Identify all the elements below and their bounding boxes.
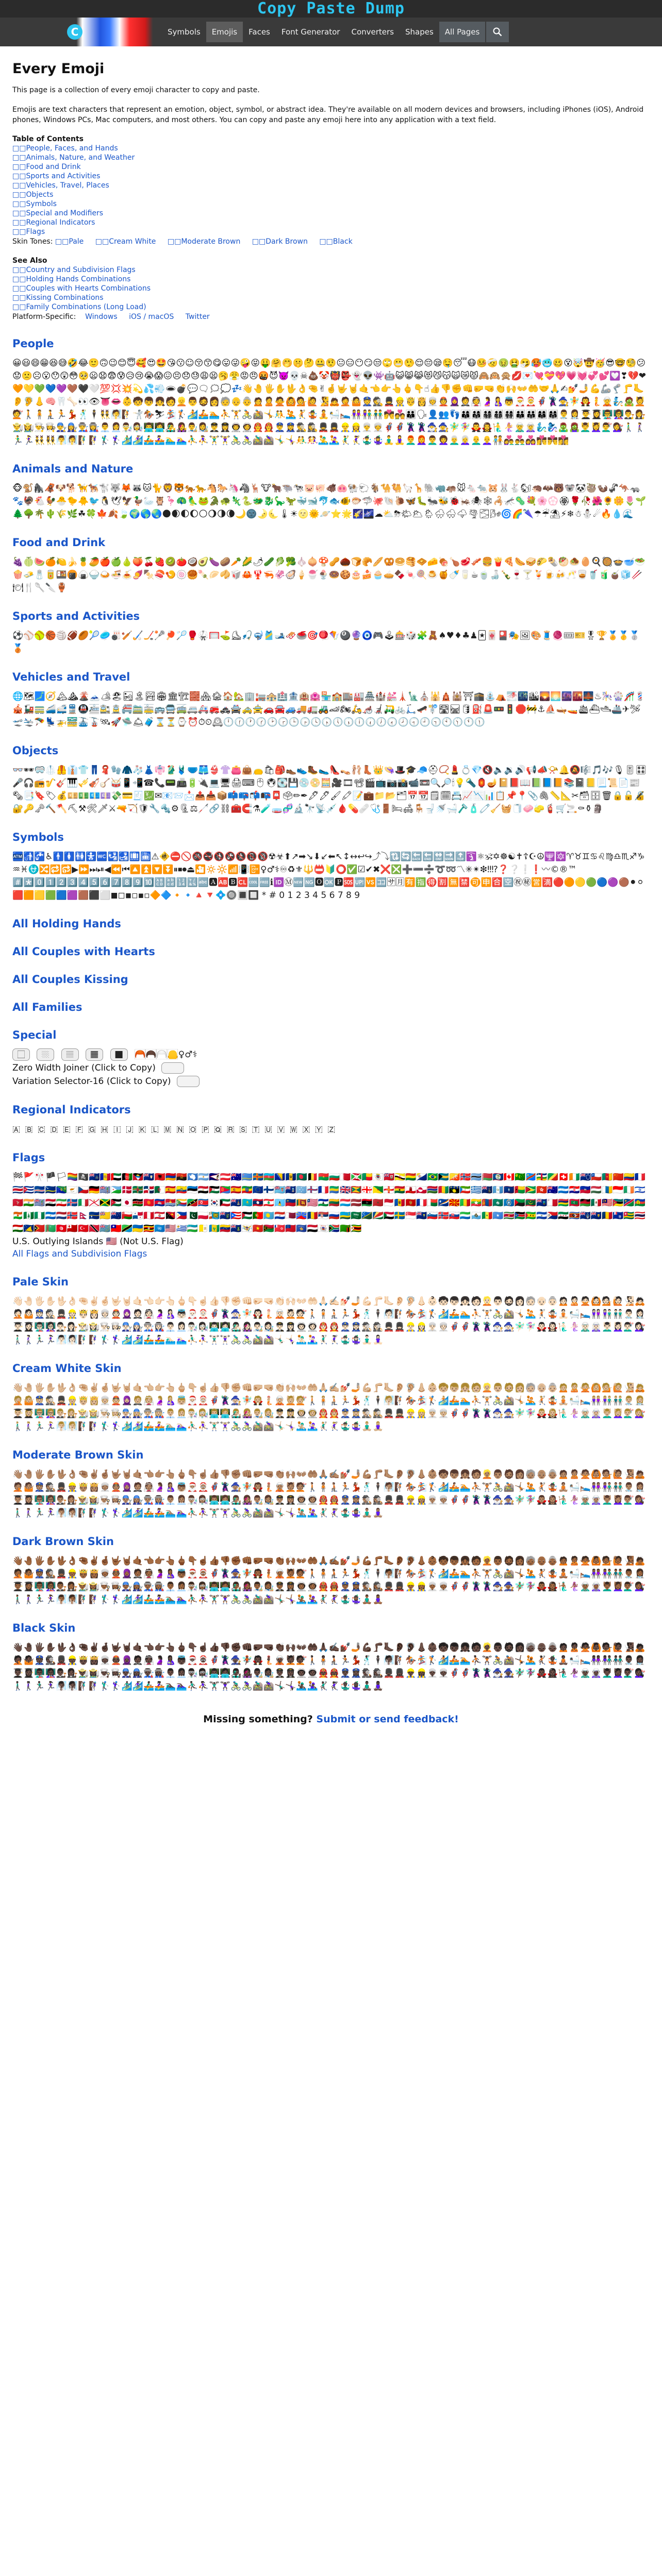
navbar bbox=[0, 18, 662, 46]
emoji-list-pale[interactable]: 👋🏻🤚🏻🖐🏻✋🏻🖖🏻👌🏻🤏🏻✌🏻🤞🏻🤟🏻🤘🏻🤙🏻👈🏻👉🏻👆🏻🖕🏻👇🏻☝🏻👍🏻👎🏻✊🏻👊🏻🤛🏻🤜🏻👏🏻🙌🏻👐🏻🤲🏻🙏🏻✍🏻💅🏻🤳🏻💪🏻🦵🏻🦶🏻👂🏻🦻🏻👃🏻👶🏻🧒🏻👦🏻👧🏻🧑🏻👱🏻👨🏻🧔🏻👩🏻🧓🏻👴🏻👵🏻🙍🏻🙎🏻🙅🏻🙆🏻💁🏻🙋🏻🧏🏻🙇🏻🤦🏻🤷🏻👮🏻🕵🏻💂🏻👷🏻🤴🏻👸🏻👳🏻👲🏻🧕🏻🤵🏻👰🏻🤰🏻🤱🏻👼🏻🎅🏻🤶🏻🦸🏻🦹🏻🧙🏻🧚🏻🧛🏻🧜🏻🧝🏻💆🏻💇🏻🚶🏻🧍🏻🧎🏻🏃🏻💃🏻🕺🏻🕴🏻🧖🏻🧗🏻🏇🏻🏂🏻🏌🏻🏄🏻🚣🏻🏊🏻⛹🏻🏋🏻🚴🏻🚵🏻🤸🏻🤽🏻🤾🏻🤹🏻🧘🏻🛀🏻🛌🏻👭🏻👫🏻👬🏻👨🏻‍⚕️👩🏻‍⚕️👨🏻‍🎓👩🏻‍🎓👨🏻‍🏫👩🏻‍🏫👨🏻‍⚖️👩🏻‍⚖️👨🏻‍🌾👩🏻‍🌾👨🏻‍🍳👩🏻‍🍳👨🏻‍🔧👩🏻‍🔧👨🏻‍🏭👩🏻‍🏭👨🏻‍💼👩🏻‍💼👨🏻‍🔬👩🏻‍🔬👨🏻‍💻👩🏻‍💻👨🏻‍🎤👩🏻‍🎤👨🏻‍🎨👩🏻‍🎨👨🏻‍✈️👩🏻‍✈️👨🏻‍🚀👩🏻‍🚀👨🏻‍🚒👩🏻‍🚒👮🏻‍♂️👮🏻‍♀️🕵🏻‍♂️🕵🏻‍♀️💂🏻‍♂️💂🏻‍♀️👷🏻‍♂️👷🏻‍♀️👳🏻‍♂️👳🏻‍♀️🦸🏻‍♂️🦸🏻‍♀️🦹🏻‍♂️🦹🏻‍♀️🧙🏻‍♂️🧙🏻‍♀️🧚🏻‍♂️🧚🏻‍♀️🧛🏻‍♂️🧛🏻‍♀️🧜🏻‍♂️🧜🏻‍♀️🧝🏻‍♂️🧝🏻‍♀️💆🏻‍♂️💆🏻‍♀️💇🏻‍♂️💇🏻‍♀️🚶🏻‍♂️🚶🏻‍♀️🏃🏻‍♂️🏃🏻‍♀️🧖🏻‍♂️🧖🏻‍♀️🧗🏻‍♂️🧗🏻‍♀️🏌🏻‍♂️🏌🏻‍♀️🏄🏻‍♂️🏄🏻‍♀️🚣🏻‍♂️🚣🏻‍♀️🏊🏻‍♂️🏊🏻‍♀️⛹🏻‍♂️⛹🏻‍♀️🏋🏻‍♂️🏋🏻‍♀️🚴🏻‍♂️🚴🏻‍♀️🚵🏻‍♂️🚵🏻‍♀️🤸🏻‍♂️🤸🏻‍♀️🤽🏻‍♂️🤽🏻‍♀️🤾🏻‍♂️🤾🏻‍♀️🤹🏻‍♂️🤹🏻‍♀️🧘🏻‍♂️🧘🏻‍♀️ bbox=[12, 1296, 646, 1345]
nav-font-generator[interactable]: Font Generator bbox=[281, 27, 340, 37]
emoji-list-sports[interactable]: ⚽⚾🥎🏀🏐🏈🏉🎾🥏🎳🏏🏑🏒🥍🏓🏸🥊🥋🥅⛳⛸🎣🤿🎽🎿🛷🥌🎯🪀🪁🎱🔮🧿🎮🕹🎰🎲🧩🧸♠♥♦♣♟🃏🀄🎴🎭🖼🎨🧵🧶🎟🎫🎖🏆🏅🥇🥈🥉 bbox=[12, 631, 640, 654]
section-flags: Flags bbox=[12, 1151, 45, 1164]
platform-link-windows[interactable]: Windows bbox=[85, 313, 118, 321]
platforms-row bbox=[12, 312, 650, 322]
section-people: People bbox=[12, 337, 54, 350]
toc-title: Table of Contents bbox=[12, 135, 84, 143]
section-animals: Animals and Nature bbox=[12, 463, 134, 475]
tone-link-black[interactable]: □□ Black bbox=[319, 238, 352, 246]
toc-link[interactable]: □□ Flags bbox=[12, 228, 45, 236]
section-regional: Regional Indicators bbox=[12, 1104, 131, 1116]
feedback-link[interactable]: Submit or send feedback! bbox=[316, 1714, 459, 1725]
section-dark-skin: Dark Brown Skin bbox=[12, 1535, 114, 1548]
nav-shapes[interactable]: Shapes bbox=[405, 27, 434, 37]
search-button[interactable] bbox=[486, 22, 509, 42]
emoji-list-moderate[interactable]: 👋🏽🤚🏽🖐🏽✋🏽🖖🏽👌🏽🤏🏽✌🏽🤞🏽🤟🏽🤘🏽🤙🏽👈🏽👉🏽👆🏽🖕🏽👇🏽☝🏽👍🏽👎🏽✊🏽👊🏽🤛🏽🤜🏽👏🏽🙌🏽👐🏽🤲🏽🙏🏽✍🏽💅🏽🤳🏽💪🏽🦵🏽🦶🏽👂🏽🦻🏽👃🏽👶🏽🧒🏽👦🏽👧🏽🧑🏽👱🏽👨🏽🧔🏽👩🏽🧓🏽👴🏽👵🏽🙍🏽🙎🏽🙅🏽🙆🏽💁🏽🙋🏽🧏🏽🙇🏽🤦🏽🤷🏽👮🏽🕵🏽💂🏽👷🏽🤴🏽👸🏽👳🏽👲🏽🧕🏽🤵🏽👰🏽🤰🏽🤱🏽👼🏽🎅🏽🤶🏽🦸🏽🦹🏽🧙🏽🧚🏽🧛🏽🧜🏽🧝🏽💆🏽💇🏽🚶🏽🧍🏽🧎🏽🏃🏽💃🏽🕺🏽🕴🏽🧖🏽🧗🏽🏇🏽🏂🏽🏌🏽🏄🏽🚣🏽🏊🏽⛹🏽🏋🏽🚴🏽🚵🏽🤸🏽🤽🏽🤾🏽🤹🏽🧘🏽🛀🏽🛌🏽👭🏽👫🏽👬🏽👨🏽‍⚕️👩🏽‍⚕️👨🏽‍🎓👩🏽‍🎓👨🏽‍🏫👩🏽‍🏫👨🏽‍⚖️👩🏽‍⚖️👨🏽‍🌾👩🏽‍🌾👨🏽‍🍳👩🏽‍🍳👨🏽‍🔧👩🏽‍🔧👨🏽‍🏭👩🏽‍🏭👨🏽‍💼👩🏽‍💼👨🏽‍🔬👩🏽‍🔬👨🏽‍💻👩🏽‍💻👨🏽‍🎤👩🏽‍🎤👨🏽‍🎨👩🏽‍🎨👨🏽‍✈️👩🏽‍✈️👨🏽‍🚀👩🏽‍🚀👨🏽‍🚒👩🏽‍🚒👮🏽‍♂️👮🏽‍♀️🕵🏽‍♂️🕵🏽‍♀️💂🏽‍♂️💂🏽‍♀️👷🏽‍♂️👷🏽‍♀️👳🏽‍♂️👳🏽‍♀️🦸🏽‍♂️🦸🏽‍♀️🦹🏽‍♂️🦹🏽‍♀️🧙🏽‍♂️🧙🏽‍♀️🧚🏽‍♂️🧚🏽‍♀️🧛🏽‍♂️🧛🏽‍♀️🧜🏽‍♂️🧜🏽‍♀️🧝🏽‍♂️🧝🏽‍♀️💆🏽‍♂️💆🏽‍♀️💇🏽‍♂️💇🏽‍♀️🚶🏽‍♂️🚶🏽‍♀️🏃🏽‍♂️🏃🏽‍♀️🧖🏽‍♂️🧖🏽‍♀️🧗🏽‍♂️🧗🏽‍♀️🏌🏽‍♂️🏌🏽‍♀️🏄🏽‍♂️🏄🏽‍♀️🚣🏽‍♂️🚣🏽‍♀️🏊🏽‍♂️🏊🏽‍♀️⛹🏽‍♂️⛹🏽‍♀️🏋🏽‍♂️🏋🏽‍♀️🚴🏽‍♂️🚴🏽‍♀️🚵🏽‍♂️🚵🏽‍♀️🤸🏽‍♂️🤸🏽‍♀️🤽🏽‍♂️🤽🏽‍♀️🤾🏽‍♂️🤾🏽‍♀️🤹🏽‍♂️🤹🏽‍♀️🧘🏽‍♂️🧘🏽‍♀️ bbox=[12, 1469, 646, 1518]
toc-link[interactable]: □□ Animals, Nature, and Weather bbox=[12, 154, 135, 162]
vs16-label: Variation Selector-16 (Click to Copy) bbox=[12, 1076, 171, 1087]
tone-link-dark-brown[interactable]: □□ Dark Brown bbox=[252, 238, 308, 246]
link-all-families[interactable]: All Families bbox=[12, 1001, 82, 1013]
nav-symbols[interactable]: Symbols bbox=[168, 27, 201, 37]
link-all-couples-hearts[interactable]: All Couples with Hearts bbox=[12, 945, 155, 958]
platform-link-twitter[interactable]: Twitter bbox=[185, 313, 210, 321]
see-also bbox=[12, 256, 650, 322]
nav-all-pages[interactable]: All Pages bbox=[439, 22, 486, 42]
skin-modifier-chip[interactable]: 🏻 bbox=[12, 1048, 30, 1061]
platform-link-ios[interactable]: iOS / macOS bbox=[129, 313, 174, 321]
logo-icon: C bbox=[67, 24, 82, 40]
special-modifiers[interactable]: 🦰🦱🦳🦲♀♂⚕ bbox=[135, 1049, 197, 1060]
zwj-copy-button[interactable] bbox=[161, 1062, 184, 1074]
toc-link[interactable]: □□ Regional Indicators bbox=[12, 218, 95, 227]
link-all-couples-kissing[interactable]: All Couples Kissing bbox=[12, 973, 128, 986]
see-also-link[interactable]: □□ Country and Subdivision Flags bbox=[12, 266, 136, 274]
emoji-list-dark[interactable]: 👋🏾🤚🏾🖐🏾✋🏾🖖🏾👌🏾🤏🏾✌🏾🤞🏾🤟🏾🤘🏾🤙🏾👈🏾👉🏾👆🏾🖕🏾👇🏾☝🏾👍🏾👎🏾✊🏾👊🏾🤛🏾🤜🏾👏🏾🙌🏾👐🏾🤲🏾🙏🏾✍🏾💅🏾🤳🏾💪🏾🦵🏾🦶🏾👂🏾🦻🏾👃🏾👶🏾🧒🏾👦🏾👧🏾🧑🏾👱🏾👨🏾🧔🏾👩🏾🧓🏾👴🏾👵🏾🙍🏾🙎🏾🙅🏾🙆🏾💁🏾🙋🏾🧏🏾🙇🏾🤦🏾🤷🏾👮🏾🕵🏾💂🏾👷🏾🤴🏾👸🏾👳🏾👲🏾🧕🏾🤵🏾👰🏾🤰🏾🤱🏾👼🏾🎅🏾🤶🏾🦸🏾🦹🏾🧙🏾🧚🏾🧛🏾🧜🏾🧝🏾💆🏾💇🏾🚶🏾🧍🏾🧎🏾🏃🏾💃🏾🕺🏾🕴🏾🧖🏾🧗🏾🏇🏾🏂🏾🏌🏾🏄🏾🚣🏾🏊🏾⛹🏾🏋🏾🚴🏾🚵🏾🤸🏾🤽🏾🤾🏾🤹🏾🧘🏾🛀🏾🛌🏾👭🏾👫🏾👬🏾👨🏾‍⚕️👩🏾‍⚕️👨🏾‍🎓👩🏾‍🎓👨🏾‍🏫👩🏾‍🏫👨🏾‍⚖️👩🏾‍⚖️👨🏾‍🌾👩🏾‍🌾👨🏾‍🍳👩🏾‍🍳👨🏾‍🔧👩🏾‍🔧👨🏾‍🏭👩🏾‍🏭👨🏾‍💼👩🏾‍💼👨🏾‍🔬👩🏾‍🔬👨🏾‍💻👩🏾‍💻👨🏾‍🎤👩🏾‍🎤👨🏾‍🎨👩🏾‍🎨👨🏾‍✈️👩🏾‍✈️👨🏾‍🚀👩🏾‍🚀👨🏾‍🚒👩🏾‍🚒👮🏾‍♂️👮🏾‍♀️🕵🏾‍♂️🕵🏾‍♀️💂🏾‍♂️💂🏾‍♀️👷🏾‍♂️👷🏾‍♀️👳🏾‍♂️👳🏾‍♀️🦸🏾‍♂️🦸🏾‍♀️🦹🏾‍♂️🦹🏾‍♀️🧙🏾‍♂️🧙🏾‍♀️🧚🏾‍♂️🧚🏾‍♀️🧛🏾‍♂️🧛🏾‍♀️🧜🏾‍♂️🧜🏾‍♀️🧝🏾‍♂️🧝🏾‍♀️💆🏾‍♂️💆🏾‍♀️💇🏾‍♂️💇🏾‍♀️🚶🏾‍♂️🚶🏾‍♀️🏃🏾‍♂️🏃🏾‍♀️🧖🏾‍♂️🧖🏾‍♀️🧗🏾‍♂️🧗🏾‍♀️🏌🏾‍♂️🏌🏾‍♀️🏄🏾‍♂️🏄🏾‍♀️🚣🏾‍♂️🚣🏾‍♀️🏊🏾‍♂️🏊🏾‍♀️⛹🏾‍♂️⛹🏾‍♀️🏋🏾‍♂️🏋🏾‍♀️🚴🏾‍♂️🚴🏾‍♀️🚵🏾‍♂️🚵🏾‍♀️🤸🏾‍♂️🤸🏾‍♀️🤽🏾‍♂️🤽🏾‍♀️🤾🏾‍♂️🤾🏾‍♀️🤹🏾‍♂️🤹🏾‍♀️🧘🏾‍♂️🧘🏾‍♀️ bbox=[12, 1556, 646, 1605]
emoji-list-black[interactable]: 👋🏿🤚🏿🖐🏿✋🏿🖖🏿👌🏿🤏🏿✌🏿🤞🏿🤟🏿🤘🏿🤙🏿👈🏿👉🏿👆🏿🖕🏿👇🏿☝🏿👍🏿👎🏿✊🏿👊🏿🤛🏿🤜🏿👏🏿🙌🏿👐🏿🤲🏿🙏🏿✍🏿💅🏿🤳🏿💪🏿🦵🏿🦶🏿👂🏿🦻🏿👃🏿👶🏿🧒🏿👦🏿👧🏿🧑🏿👱🏿👨🏿🧔🏿👩🏿🧓🏿👴🏿👵🏿🙍🏿🙎🏿🙅🏿🙆🏿💁🏿🙋🏿🧏🏿🙇🏿🤦🏿🤷🏿👮🏿🕵🏿💂🏿👷🏿🤴🏿👸🏿👳🏿👲🏿🧕🏿🤵🏿👰🏿🤰🏿🤱🏿👼🏿🎅🏿🤶🏿🦸🏿🦹🏿🧙🏿🧚🏿🧛🏿🧜🏿🧝🏿💆🏿💇🏿🚶🏿🧍🏿🧎🏿🏃🏿💃🏿🕺🏿🕴🏿🧖🏿🧗🏿🏇🏿🏂🏿🏌🏿🏄🏿🚣🏿🏊🏿⛹🏿🏋🏿🚴🏿🚵🏿🤸🏿🤽🏿🤾🏿🤹🏿🧘🏿🛀🏿🛌🏿👭🏿👫🏿👬🏿👨🏿‍⚕️👩🏿‍⚕️👨🏿‍🎓👩🏿‍🎓👨🏿‍🏫👩🏿‍🏫👨🏿‍⚖️👩🏿‍⚖️👨🏿‍🌾👩🏿‍🌾👨🏿‍🍳👩🏿‍🍳👨🏿‍🔧👩🏿‍🔧👨🏿‍🏭👩🏿‍🏭👨🏿‍💼👩🏿‍💼👨🏿‍🔬👩🏿‍🔬👨🏿‍💻👩🏿‍💻👨🏿‍🎤👩🏿‍🎤👨🏿‍🎨👩🏿‍🎨👨🏿‍✈️👩🏿‍✈️👨🏿‍🚀👩🏿‍🚀👨🏿‍🚒👩🏿‍🚒👮🏿‍♂️👮🏿‍♀️🕵🏿‍♂️🕵🏿‍♀️💂🏿‍♂️💂🏿‍♀️👷🏿‍♂️👷🏿‍♀️👳🏿‍♂️👳🏿‍♀️🦸🏿‍♂️🦸🏿‍♀️🦹🏿‍♂️🦹🏿‍♀️🧙🏿‍♂️🧙🏿‍♀️🧚🏿‍♂️🧚🏿‍♀️🧛🏿‍♂️🧛🏿‍♀️🧜🏿‍♂️🧜🏿‍♀️🧝🏿‍♂️🧝🏿‍♀️💆🏿‍♂️💆🏿‍♀️💇🏿‍♂️💇🏿‍♀️🚶🏿‍♂️🚶🏿‍♀️🏃🏿‍♂️🏃🏿‍♀️🧖🏿‍♂️🧖🏿‍♀️🧗🏿‍♂️🧗🏿‍♀️🏌🏿‍♂️🏌🏿‍♀️🏄🏿‍♂️🏄🏿‍♀️🚣🏿‍♂️🚣🏿‍♀️🏊🏿‍♂️🏊🏿‍♀️⛹🏿‍♂️⛹🏿‍♀️🏋🏿‍♂️🏋🏿‍♀️🚴🏿‍♂️🚴🏿‍♀️🚵🏿‍♂️🚵🏿‍♀️🤸🏿‍♂️🤸🏿‍♀️🤽🏿‍♂️🤽🏿‍♀️🤾🏿‍♂️🤾🏿‍♀️🤹🏿‍♂️🤹🏿‍♀️🧘🏿‍♂️🧘🏿‍♀️ bbox=[12, 1642, 646, 1691]
see-also-list bbox=[12, 265, 650, 312]
emoji-list-flags[interactable]: 🏁🚩🎌🏴🏳🏳️‍🌈🏴‍☠️🇦🇨🇦🇩🇦🇪🇦🇫🇦🇬🇦🇮🇦🇱🇦🇲🇦🇴🇦🇶🇦🇷🇦🇸🇦🇹🇦🇺🇦🇼🇦🇽🇦🇿🇧🇦🇧🇧🇧🇩🇧🇪🇧🇫🇧🇬🇧🇭🇧🇮🇧🇯🇧🇱🇧🇲🇧🇳🇧🇴🇧🇶🇧🇷🇧🇸🇧🇹🇧🇻🇧🇼🇧🇾🇧🇿🇨🇦🇨🇨🇨🇩🇨🇫🇨🇬🇨🇭🇨🇮🇨🇰🇨🇱🇨🇲🇨🇳🇨🇴🇨🇵🇨🇷🇨🇺🇨🇻🇨🇼🇨🇽🇨🇾🇨🇿🇩🇪🇩🇬🇩🇯🇩🇰🇩🇲🇩🇴🇩🇿🇪🇦🇪🇨🇪🇪🇪🇬🇪🇭🇪🇷🇪🇸🇪🇹🇪🇺🇫🇮🇫🇯🇫🇰🇫🇲🇫🇴🇫🇷🇬🇦🇬🇧🇬🇩🇬🇪🇬🇫🇬🇬🇬🇭🇬🇮🇬🇱🇬🇲🇬🇳🇬🇵🇬🇶🇬🇷🇬🇸🇬🇹🇬🇺🇬🇼🇬🇾🇭🇰🇭🇲🇭🇳🇭🇷🇭🇹🇭🇺🇮🇨🇮🇩🇮🇪🇮🇱🇮🇲🇮🇳🇮🇴🇮🇶🇮🇷🇮🇸🇮🇹🇯🇪🇯🇲🇯🇴🇯🇵🇰🇪🇰🇬🇰🇭🇰🇮🇰🇲🇰🇳🇰🇵🇰🇷🇰🇼🇰🇾🇰🇿🇱🇦🇱🇧🇱🇨🇱🇮🇱🇰🇱🇷🇱🇸🇱🇹🇱🇺🇱🇻🇱🇾🇲🇦🇲🇨🇲🇩🇲🇪🇲🇫🇲🇬🇲🇭🇲🇰🇲🇱🇲🇲🇲🇳🇲🇴🇲🇵🇲🇶🇲🇷🇲🇸🇲🇹🇲🇺🇲🇻🇲🇼🇲🇽🇲🇾🇲🇿🇳🇦🇳🇨🇳🇪🇳🇫🇳🇬🇳🇮🇳🇱🇳🇴🇳🇵🇳🇷🇳🇺🇳🇿🇴🇲🇵🇦🇵🇪🇵🇫🇵🇬🇵🇭🇵🇰🇵🇱🇵🇲🇵🇳🇵🇷🇵🇸🇵🇹🇵🇼🇵🇾🇶🇦🇷🇪🇷🇴🇷🇸🇷🇺🇷🇼🇸🇦🇸🇧🇸🇨🇸🇩🇸🇪🇸🇬🇸🇭🇸🇮🇸🇯🇸🇰🇸🇱🇸🇲🇸🇳🇸🇴🇸🇷🇸🇸🇸🇹🇸🇻🇸🇽🇸🇾🇸🇿🇹🇦🇹🇨🇹🇩🇹🇫🇹🇬🇹🇭🇹🇯🇹🇰🇹🇱🇹🇲🇹🇳🇹🇴🇹🇷🇹🇹🇹🇻🇹🇼🇹🇿🇺🇦🇺🇬🇺🇳🇺🇸🇺🇾🇺🇿🇻🇦🇻🇨🇻🇪🇻🇬🇻🇮🇻🇳🇻🇺🇼🇫🇼🇸🇽🇰🇾🇪🇾🇹🇿🇦🇿🇲🇿🇼 bbox=[12, 1172, 646, 1234]
missing-text: Missing something? bbox=[203, 1714, 313, 1725]
see-also-title: See Also bbox=[12, 257, 47, 265]
toc-link[interactable]: □□ Sports and Activities bbox=[12, 172, 100, 180]
section-food: Food and Drink bbox=[12, 536, 106, 549]
toc-link[interactable]: □□ People, Faces, and Hands bbox=[12, 144, 118, 152]
tone-link-pale[interactable]: □□ Pale bbox=[55, 238, 84, 246]
emoji-list-food[interactable]: 🍇🍈🍉🍊🍋🍌🍍🥭🍎🍏🍐🍑🍒🍓🥝🍅🥥🥑🍆🥔🥕🌽🌶🥒🥬🥦🧄🧅🍄🥜🌰🍞🥐🥖🥨🥯🥞🧇🧀🍖🍗🥩🥓🍔🍟🍕🌭🥪🌮🌯🥙🧆🥚🍳🥘🍲🥣🥗🍿🧈🧂🥫🍱🍘🍙🍚🍛🍜🍝🍠🍢🍣🍤🍥🥮🍡🥟🥠🥡🦀🦞🦐🦑🦪🍦🍧🍨🍩🍪🎂🍰🧁🥧🍫🍬🍭🍮🍯🍼🥛☕🍵🍶🍾🍷🍸🍹🍺🍻🥂🥃🥤🧃🧉🧊🥢🍽🍴🥄🔪🏺 bbox=[12, 557, 646, 593]
section-black-skin: Black Skin bbox=[12, 1622, 76, 1634]
zwj-row bbox=[12, 1061, 650, 1075]
skin-tones-row bbox=[12, 236, 650, 247]
skin-modifier-chip[interactable]: 🏿 bbox=[110, 1048, 128, 1061]
special-chips bbox=[12, 1048, 650, 1061]
see-also-link[interactable]: □□ Kissing Combinations bbox=[12, 294, 104, 302]
nav-emojis[interactable]: Emojis bbox=[206, 22, 243, 42]
see-also-link[interactable]: □□ Family Combinations (Long Load) bbox=[12, 303, 146, 311]
skin-modifier-chip[interactable]: 🏼 bbox=[37, 1048, 54, 1061]
platforms-label: Platform-Specific: bbox=[12, 313, 76, 321]
vs16-copy-button[interactable] bbox=[177, 1076, 200, 1087]
logo[interactable] bbox=[61, 18, 159, 46]
zwj-label: Zero Width Joiner (Click to Copy) bbox=[12, 1063, 156, 1073]
emoji-list-symbols[interactable]: 🏧🚮🚰♿🚹🚺🚻🚼🚾🛂🛃🛄🛅⚠🚸⛔🚫🚳🚭🚯🚱🚷📵🔞☢☣⬆↗➡↘⬇↙⬅↖↕↔↩↪⤴⤵🔃🔄🔙🔚🔛🔜🔝🛐⚛🕉✡☸☯✝☦☪☮🕎🔯♈♉♊♋♌♍♎♏♐♑♒♓⛎🔀🔁🔂▶⏩⏭⏯◀⏪⏮🔼⏫🔽⏬⏸⏹⏺⏏🎦🔅🔆📶📳📴♀♂⚕♾♻⚜🔱📛🔰⭕✅☑✔✖❌❎➕➖➗➰➿〽✳✴❇‼⁉❓❔❕❗〰©®™#️⃣*️⃣0️⃣1️⃣2️⃣3️⃣4️⃣5️⃣6️⃣7️⃣8️⃣9️⃣🔟🔠🔡🔢🔣🔤🅰🆎🅱🆑🆒🆓ℹ🆔Ⓜ🆕🆖🅾🆗🅿🆘🆙🆚🈁🈂🈷🈶🈯🉐🈹🈚🈲🉑🈸🈴🈳㊗㊙🈺🈵🔴🟠🟡🟢🔵🟣🟤⚫⚪🟥🟧🟨🟩🟦🟪🟫⬛⬜◼◻◾◽▪▫🔶🔷🔸🔹🔺🔻💠🔘🔳🔲 * # 0 1 2 3 4 5 6 7 8 9 bbox=[12, 852, 645, 901]
toc-list bbox=[12, 144, 650, 236]
emoji-list-animals[interactable]: 🐵🐒🦍🦧🐶🐕🦮🐕‍🦺🐩🐺🦊🦝🐱🐈🦁🐯🐅🐆🐴🐎🦄🦓🦌🐮🐂🐃🐄🐷🐖🐗🐽🐏🐑🐐🐪🐫🦙🦒🐘🦏🦛🐭🐁🐀🐹🐰🐇🐿🦔🦇🐻🐨🐼🦥🦦🦨🦘🦡🐾🦃🐔🐓🐣🐤🐥🐦🐧🕊🦅🦆🦢🦉🦩🦚🦜🐸🐊🐢🦎🐍🐲🐉🦕🦖🐳🐋🐬🐟🐠🐡🦈🐙🐚🐌🦋🐛🐜🐝🐞🦗🕷🕸🦂🦟🦠💐🌸💮🏵🌹🥀🌺🌻🌼🌷🌱🌲🌳🌴🌵🌾🌿☘🍀🍁🍂🍃🌍🌎🌏🌑🌒🌓🌔🌕🌖🌗🌘🌙🌚🌛🌜🌡☀🌝🌞🪐⭐🌟🌠🌌☁⛅⛈🌤🌥🌦🌧🌨🌩🌪🌫🌬🌀🌈🌂☂☔⛱⚡❄☃⛄☄🔥💧🌊 bbox=[12, 483, 647, 519]
section-pale-skin: Pale Skin bbox=[12, 1276, 69, 1288]
toc-link[interactable]: □□ Special and Modifiers bbox=[12, 209, 103, 217]
section-vehicles: Vehicles and Travel bbox=[12, 671, 130, 683]
intro-text: This page is a collection of every emoji character to copy and paste. bbox=[12, 86, 260, 94]
skin-modifier-chip[interactable]: 🏾 bbox=[86, 1048, 103, 1061]
feedback-row bbox=[12, 1714, 650, 1725]
section-objects: Objects bbox=[12, 744, 59, 757]
skin-modifier-chip[interactable]: 🏽 bbox=[61, 1048, 79, 1061]
emoji-list-objects[interactable]: 👓🕶🥽🥼🦺👔👕👖🧣🧤🧥🧦👗👘🥻🩱🩲🩳👙👚👛👜👝🛍🎒👞👟🥾🥿👠👡🩰👢👑👒🎩🎓🧢⛑📿💄💍💎🔇🔈🔉🔊📢📣📯🔔🔕🎼🎵🎶🎙🎚🎛🎤🎧📻🎷🎸🎹🎺🎻🪕🥁📱📲☎📞📟📠🔋🔌💻🖥🖨⌨🖱🖲💽💾💿📀🧮🎥🎞📽🎬📺📷📸📹📼🔍🔎🕯💡🔦🏮🪔📔📕📖📗📘📙📚📓📒📃📜📄📰🗞📑🔖🏷💰💴💵💶💷💸💳🧾💹✉📧📨📩📤📥📦📫📪📬📭📮🗳✏✒🖋🖊🖌🖍📝💼📁📂🗂📅📆🗒🗓📇📈📉📊📋📌📍📎🖇📏📐✂🗃🗄🗑🔒🔓🔏🔐🔑🗝🔨🪓⛏⚒🛠🗡⚔🔫🏹🛡🔧🔩⚙🗜⚖🦯🔗⛓🧰🧲⚗🧪🧫🧬🔬🔭📡💉🩸💊🩹🩺🚪🛏🛋🪑🚽🚿🛁🪒🧴🧷🧹🧺🧻🧼🧽🧯🛒🚬⚰⚱🗿 bbox=[12, 765, 647, 814]
skin-tones-label: Skin Tones: bbox=[12, 238, 53, 246]
emoji-list-cream[interactable]: 👋🏼🤚🏼🖐🏼✋🏼🖖🏼👌🏼🤏🏼✌🏼🤞🏼🤟🏼🤘🏼🤙🏼👈🏼👉🏼👆🏼🖕🏼👇🏼☝🏼👍🏼👎🏼✊🏼👊🏼🤛🏼🤜🏼👏🏼🙌🏼👐🏼🤲🏼🙏🏼✍🏼💅🏼🤳🏼💪🏼🦵🏼🦶🏼👂🏼🦻🏼👃🏼👶🏼🧒🏼👦🏼👧🏼🧑🏼👱🏼👨🏼🧔🏼👩🏼🧓🏼👴🏼👵🏼🙍🏼🙎🏼🙅🏼🙆🏼💁🏼🙋🏼🧏🏼🙇🏼🤦🏼🤷🏼👮🏼🕵🏼💂🏼👷🏼🤴🏼👸🏼👳🏼👲🏼🧕🏼🤵🏼👰🏼🤰🏼🤱🏼👼🏼🎅🏼🤶🏼🦸🏼🦹🏼🧙🏼🧚🏼🧛🏼🧜🏼🧝🏼💆🏼💇🏼🚶🏼🧍🏼🧎🏼🏃🏼💃🏼🕺🏼🕴🏼🧖🏼🧗🏼🏇🏼🏂🏼🏌🏼🏄🏼🚣🏼🏊🏼⛹🏼🏋🏼🚴🏼🚵🏼🤸🏼🤽🏼🤾🏼🤹🏼🧘🏼🛀🏼🛌🏼👭🏼👫🏼👬🏼👨🏼‍⚕️👩🏼‍⚕️👨🏼‍🎓👩🏼‍🎓👨🏼‍🏫👩🏼‍🏫👨🏼‍⚖️👩🏼‍⚖️👨🏼‍🌾👩🏼‍🌾👨🏼‍🍳👩🏼‍🍳👨🏼‍🔧👩🏼‍🔧👨🏼‍🏭👩🏼‍🏭👨🏼‍💼👩🏼‍💼👨🏼‍🔬👩🏼‍🔬👨🏼‍💻👩🏼‍💻👨🏼‍🎤👩🏼‍🎤👨🏼‍🎨👩🏼‍🎨👨🏼‍✈️👩🏼‍✈️👨🏼‍🚀👩🏼‍🚀👨🏼‍🚒👩🏼‍🚒👮🏼‍♂️👮🏼‍♀️🕵🏼‍♂️🕵🏼‍♀️💂🏼‍♂️💂🏼‍♀️👷🏼‍♂️👷🏼‍♀️👳🏼‍♂️👳🏼‍♀️🦸🏼‍♂️🦸🏼‍♀️🦹🏼‍♂️🦹🏼‍♀️🧙🏼‍♂️🧙🏼‍♀️🧚🏼‍♂️🧚🏼‍♀️🧛🏼‍♂️🧛🏼‍♀️🧜🏼‍♂️🧜🏼‍♀️🧝🏼‍♂️🧝🏼‍♀️💆🏼‍♂️💆🏼‍♀️💇🏼‍♂️💇🏼‍♀️🚶🏼‍♂️🚶🏼‍♀️🏃🏼‍♂️🏃🏼‍♀️🧖🏼‍♂️🧖🏼‍♀️🧗🏼‍♂️🧗🏼‍♀️🏌🏼‍♂️🏌🏼‍♀️🏄🏼‍♂️🏄🏼‍♀️🚣🏼‍♂️🚣🏼‍♀️🏊🏼‍♂️🏊🏼‍♀️⛹🏼‍♂️⛹🏼‍♀️🏋🏼‍♂️🏋🏼‍♀️🚴🏼‍♂️🚴🏼‍♀️🚵🏼‍♂️🚵🏼‍♀️🤸🏼‍♂️🤸🏼‍♀️🤽🏼‍♂️🤽🏼‍♀️🤾🏼‍♂️🤾🏼‍♀️🤹🏼‍♂️🤹🏼‍♀️🧘🏼‍♂️🧘🏼‍♀️ bbox=[12, 1383, 646, 1432]
section-symbols: Symbols bbox=[12, 831, 64, 843]
see-also-link[interactable]: □□ Couples with Hearts Combinations bbox=[12, 284, 151, 293]
toc-link[interactable]: □□ Symbols bbox=[12, 200, 57, 208]
outlying-islands-note: U.S. Outlying Islands 🇺🇲 (Not U.S. Flag) bbox=[12, 1236, 184, 1247]
toc-link[interactable]: □□ Food and Drink bbox=[12, 163, 81, 171]
tone-link-cream-white[interactable]: □□ Cream White bbox=[95, 238, 156, 246]
all-flags-link[interactable]: All Flags and Subdivision Flags bbox=[12, 1249, 147, 1259]
tone-link-moderate-brown[interactable]: □□ Moderate Brown bbox=[168, 238, 240, 246]
main-content bbox=[0, 46, 662, 2576]
section-cream-skin: Cream White Skin bbox=[12, 1362, 122, 1375]
vs16-row bbox=[12, 1075, 650, 1088]
page-title: Every Emoji bbox=[12, 61, 105, 77]
link-all-holding-hands[interactable]: All Holding Hands bbox=[12, 918, 121, 930]
section-special: Special bbox=[12, 1029, 57, 1041]
nav-faces[interactable]: Faces bbox=[249, 27, 270, 37]
toc-link[interactable]: □□ Vehicles, Travel, Places bbox=[12, 181, 109, 190]
see-also-link[interactable]: □□ Holding Hands Combinations bbox=[12, 275, 130, 283]
emoji-list-people[interactable]: 😀😃😄😁😆😅🤣😂🙂🙃😉😊😇🥰😍🤩😘😗☺😚😙😋😛😜🤪😝🤑🤗🤭🤫🤔🤐🤨😐😑😶😏😒🙄😬🤥😌😔😪🤤😴😷🤒🤕🤢🤮🤧🥵🥶🥴😵🤯🤠🥳😎🤓🧐😕😟🙁☹😮😯😲😳🥺😦😧😨😰😥😢😭😱😖😣😞😓😩😫🥱😤😡😠🤬😈👿💀☠💩🤡👹👺👻👽👾🤖😺😸😹😻😼😽🙀😿😾🙈🙉🙊💋💌💘💝💖💗💓💞💕💟❣💔❤🧡💛💚💙💜🤎🖤🤍💯💢💥💫💦💨🕳💣💬🗨🗯💭💤👋🤚🖐✋🖖👌🤏✌🤞🤟🤘🤙👈👉👆🖕👇☝👍👎✊👊🤛🤜👏🙌👐🤲🤝🙏✍💅🤳💪🦾🦿🦵🦶👂🦻👃🧠🦷🦴👀👁👅👄👶🧒👦👧🧑👱👨🧔👩🧓👴👵🙍🙎🙅🙆💁🙋🧏🙇🤦🤷👮🕵💂👷🤴👸👳👲🧕🤵👰🤰🤱👼🎅🤶🦸🦹🧙🧚🧛🧜🧝🧞🧟💆💇🚶🧍🧎🏃💃🕺🕴👯🧖🧗🤺🏇⛷🏂🏌🏄🚣🏊⛹🏋🚴🚵🤸🤼🤽🤾🤹🧘🛀🛌👭👫👬💏💑👪🗣👤👥👣👨‍👩‍👦👨‍👩‍👧👨‍👩‍👧‍👦👨‍👩‍👦‍👦👨‍👩‍👧‍👧👨‍👨‍👦👨‍👨‍👧👩‍👩‍👦👩‍👩‍👧👨‍⚕️👩‍⚕️👨‍🎓👩‍🎓👨‍🏫👩‍🏫👨‍⚖️👩‍⚖️👨‍🌾👩‍🌾👨‍🍳👩‍🍳👨‍🔧👩‍🔧👨‍🏭👩‍🏭👨‍💼👩‍💼👨‍🔬👩‍🔬👨‍💻👩‍💻👨‍🎤👩‍🎤👨‍🎨👩‍🎨👨‍✈️👩‍✈️👨‍🚀👩‍🚀👨‍🚒👩‍🚒👮‍♂️👮‍♀️🕵️‍♂️🕵️‍♀️💂‍♂️💂‍♀️👷‍♂️👷‍♀️👳‍♂️👳‍♀️🦸‍♂️🦸‍♀️🦹‍♂️🦹‍♀️🧙‍♂️🧙‍♀️🧚‍♂️🧚‍♀️🧛‍♂️🧛‍♀️🧜‍♂️🧜‍♀️🧝‍♂️🧝‍♀️🧞‍♂️🧞‍♀️🧟‍♂️🧟‍♀️💆‍♂️💆‍♀️💇‍♂️💇‍♀️🚶‍♂️🚶‍♀️🏃‍♂️🏃‍♀️👯‍♂️👯‍♀️🧖‍♂️🧖‍♀️🧗‍♂️🧗‍♀️🏌️‍♂️🏌️‍♀️🏄‍♂️🏄‍♀️🚣‍♂️🚣‍♀️🏊‍♂️🏊‍♀️⛹️‍♂️⛹️‍♀️🏋️‍♂️🏋️‍♀️🚴‍♂️🚴‍♀️🚵‍♂️🚵‍♀️🤸‍♂️🤸‍♀️🤼‍♂️🤼‍♀️🤽‍♂️🤽‍♀️🤾‍♂️🤾‍♀️🤹‍♂️🤹‍♀️🧘‍♂️🧘‍♀️👨‍🦰👩‍🦰👨‍🦱👩‍🦱👨‍🦳👩‍🦳👨‍🦲👩‍🦲🧑‍🤝‍🧑👩‍❤️‍👨👨‍❤️‍👨👩‍❤️‍👩👩‍❤️‍💋‍👨👨‍❤️‍💋‍👨👩‍❤️‍💋‍👩 bbox=[12, 358, 646, 446]
nav-converters[interactable]: Converters bbox=[351, 27, 394, 37]
toc-link[interactable]: □□ Objects bbox=[12, 191, 53, 199]
section-moderate-skin: Moderate Brown Skin bbox=[12, 1449, 144, 1461]
section-sports: Sports and Activities bbox=[12, 610, 140, 622]
site-title[interactable]: Copy Paste Dump bbox=[0, 0, 662, 18]
search-icon bbox=[493, 27, 502, 37]
emoji-list-regional[interactable]: 🇦 🇧 🇨 🇩 🇪 🇫 🇬 🇭 🇮 🇯 🇰 🇱 🇲 🇳 🇴 🇵 🇶 🇷 🇸 🇹 🇺 🇻 🇼 🇽 🇾 🇿 bbox=[12, 1124, 337, 1134]
intro-text-2: Emojis are text characters that represent an emotion, object, symbol, or abstract idea. They're available on all modern devices and browsers, including iPhones (iOS), Android phones, Windows PCs, Mac computers, and most others. You can copy and paste any emoji here into any application with a text field. bbox=[12, 106, 644, 124]
emoji-list-vehicles[interactable]: 🌐🗺🗾🧭🏔⛰🌋🗻🏕🏖🏜🏝🏞🏟🏛🏗🧱🏘🏚🏠🏡🏢🏣🏤🏥🏦🏨🏩🏪🏫🏬🏭🏯🏰💒🗼🗽⛪🕌🛕🕍⛩🕋⛲⛺🌁🌃🏙🌄🌅🌆🌇🌉♨🎠🎡🎢💈🎪🚂🚃🚄🚅🚆🚇🚈🚉🚊🚝🚞🚋🚌🚍🚎🚐🚑🚒🚓🚔🚕🚖🚗🚘🚙🚚🚛🚜🏎🏍🛵🦽🦼🛺🚲🛴🛹🚏🛣🛤🛢⛽🚨🚥🚦🛑🚧⚓⛵🛶🚤🛳⛴🛥🚢✈🛩🛫🛬🪂💺🚁🚟🚠🚡🛰🚀🛸🛎🧳⌛⏳⌚⏰⏱⏲🕰🕛🕧🕐🕜🕑🕝🕒🕞🕓🕟🕔🕠🕕🕡🕖🕢🕗🕣🕘🕤🕙🕥🕚🕦 bbox=[12, 691, 646, 727]
